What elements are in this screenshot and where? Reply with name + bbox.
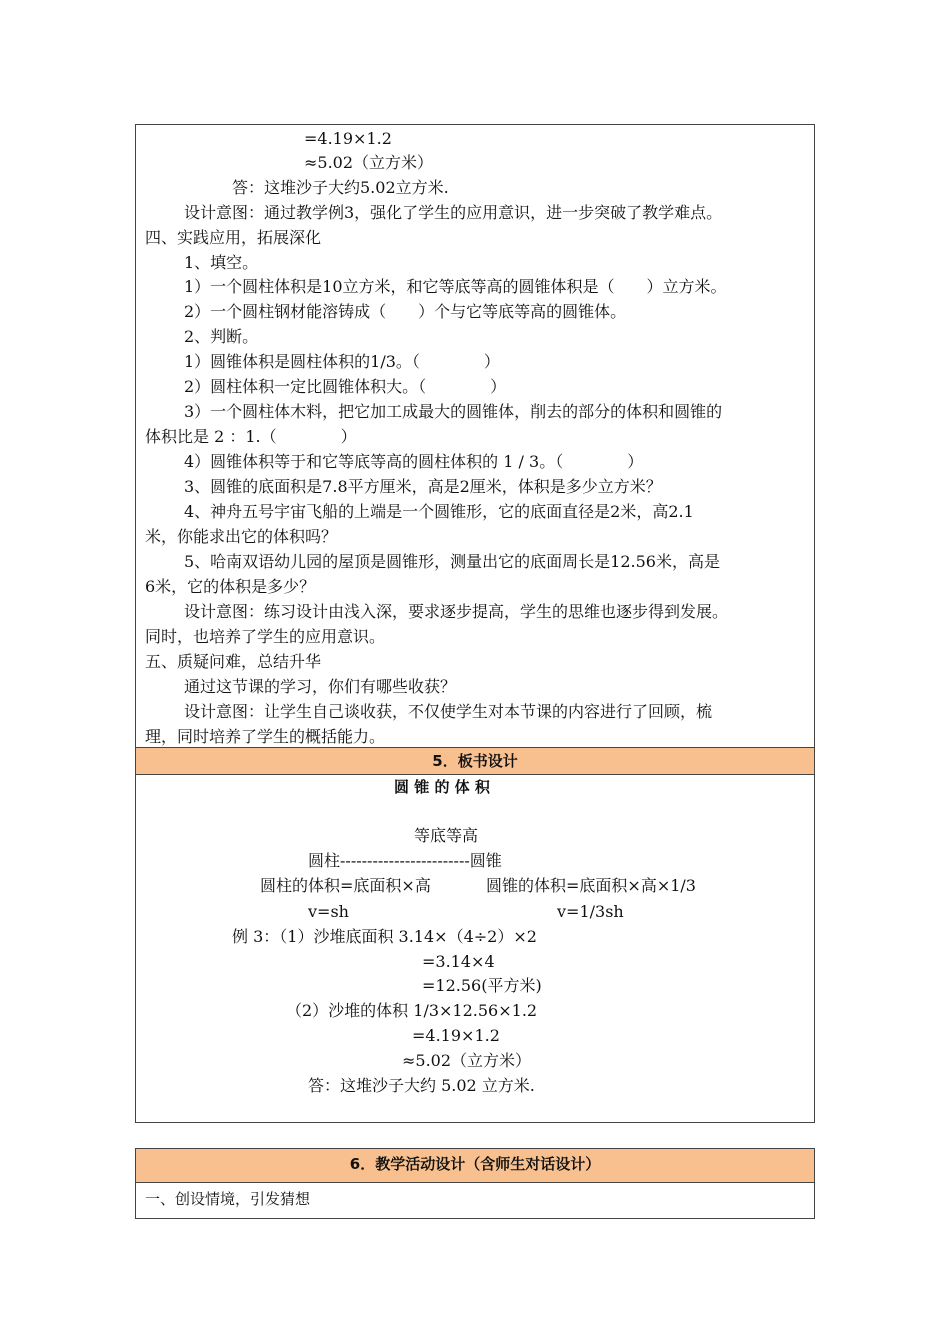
board-example: （2）沙堆的体积 1/3×12.56×1.2 (286, 1001, 538, 1020)
board-title: 圆 锥 的 体 积 (394, 778, 490, 796)
exercise-item: 2）一个圆柱钢材能溶铸成（ ）个与它等底等高的圆锥体。 (184, 302, 627, 321)
activity-table (135, 1148, 815, 1219)
exercise-item: 1）一个圆柱体积是10立方米，和它等底等高的圆锥体积是（ ）立方米。 (184, 277, 727, 296)
exercise-heading: 1、填空。 (184, 253, 259, 272)
board-example: =3.14×4 (422, 952, 495, 971)
exercise-item: 1）圆锥体积是圆柱体积的1/3。（ ） (184, 352, 500, 371)
design-intent: 设计意图：练习设计由浅入深，要求逐步提高，学生的思维也逐步得到发展。 (184, 602, 729, 621)
board-formula: 圆锥的体积=底面积×高×1/3 (486, 876, 696, 895)
exercise-item: 米，你能求出它的体积吗？ (145, 527, 338, 546)
exercise-item: 4、神舟五号宇宙飞船的上端是一个圆锥形，它的底面直径是2米，高2.1 (184, 502, 694, 521)
board-formula: 圆柱的体积=底面积×高 (260, 876, 431, 895)
calc-line: =4.19×1.2 (304, 129, 392, 148)
lesson-text: 通过这节课的学习，你们有哪些收获？ (184, 677, 457, 696)
board-line: 等底等高 (414, 826, 479, 845)
board-example: 例 3：（1）沙堆底面积 3.14×（4÷2）×2 (232, 927, 537, 946)
answer-line: 答：这堆沙子大约5.02立方米. (232, 178, 449, 197)
design-intent: 同时，也培养了学生的应用意识。 (145, 627, 386, 646)
board-example: ≈5.02（立方米） (402, 1051, 532, 1070)
section-heading: 四、实践应用，拓展深化 (145, 228, 322, 247)
exercise-item: 5、哈南双语幼儿园的屋顶是圆锥形，测量出它的底面周长是12.56米，高是 (184, 552, 720, 571)
board-design-header (136, 747, 814, 775)
exercise-item: 6米，它的体积是多少？ (145, 577, 316, 596)
design-intent: 设计意图：通过教学例3，强化了学生的应用意识，进一步突破了教学难点。 (184, 203, 723, 222)
exercise-item: 3、圆锥的底面积是7.8平方厘米，高是2厘米，体积是多少立方米？ (184, 477, 662, 496)
board-formula: v=sh (308, 902, 349, 921)
activity-title: 6．教学活动设计（含师生对话设计） (349, 1155, 601, 1173)
activity-header (136, 1149, 814, 1183)
section-heading: 五、质疑问难，总结升华 (145, 652, 322, 671)
exercise-heading: 2、判断。 (184, 327, 259, 346)
board-answer: 答：这堆沙子大约 5.02 立方米. (308, 1076, 535, 1095)
exercise-item: 2）圆柱体积一定比圆锥体积大。（ ） (184, 377, 507, 396)
board-example: =4.19×1.2 (412, 1026, 500, 1045)
exercise-item: 4）圆锥体积等于和它等底等高的圆柱体积的 1 / 3。（ ） (184, 452, 644, 471)
board-line: 圆柱------------------------圆锥 (308, 851, 502, 870)
exercise-item: 3）一个圆柱体木料，把它加工成最大的圆锥体，削去的部分的体积和圆锥的 (184, 402, 723, 421)
board-design-title: 5．板书设计 (432, 752, 518, 770)
board-example: =12.56(平方米) (422, 976, 542, 995)
exercise-item: 体积比是 2 ：1.（ ） (145, 427, 357, 446)
activity-first-line: 一、创设情境，引发猜想 (145, 1190, 311, 1208)
calc-line: ≈5.02（立方米） (304, 153, 434, 172)
lesson-table (135, 124, 815, 1123)
design-intent: 理，同时培养了学生的概括能力。 (145, 727, 386, 746)
design-intent: 设计意图：让学生自己谈收获，不仅使学生对本节课的内容进行了回顾，梳 (184, 702, 713, 721)
board-formula: v=1/3sh (557, 902, 624, 921)
